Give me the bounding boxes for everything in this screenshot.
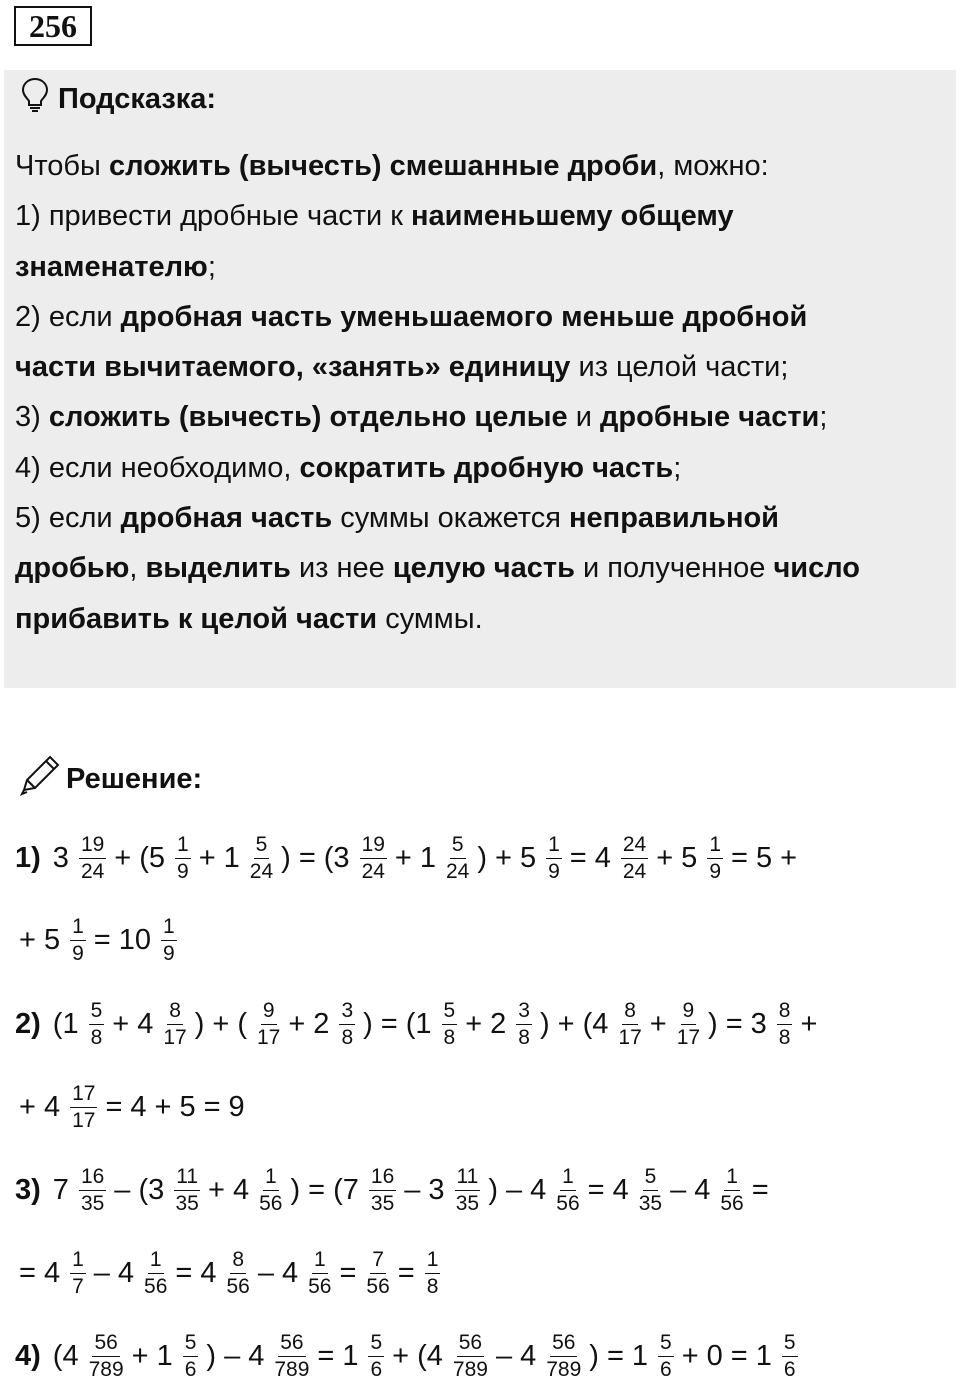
math-token: 5 [755, 841, 773, 874]
numerator: 1 [161, 916, 177, 941]
math-token: 4 [612, 1173, 629, 1206]
fraction [677, 1000, 700, 1049]
math-token: + [465, 1007, 483, 1040]
fraction [720, 1166, 743, 1215]
numerator: 16 [369, 1166, 396, 1191]
hint-text [15, 141, 945, 644]
fraction [79, 1166, 106, 1215]
fraction [175, 834, 191, 883]
pencil-icon [18, 754, 62, 804]
numerator: 56 [457, 1332, 484, 1357]
math-token: 4 [248, 1339, 265, 1372]
numerator: 7 [370, 1249, 386, 1274]
denominator: 6 [370, 1357, 383, 1381]
denominator: 24 [361, 859, 385, 883]
math-token: + [198, 841, 216, 874]
numerator: 5 [782, 1332, 798, 1357]
solution-line [15, 984, 821, 1064]
hint-text-segment: ; [819, 401, 828, 434]
hint-text-segment: ; [207, 250, 216, 283]
hint-bold-segment: выделить [145, 552, 291, 585]
denominator: 6 [184, 1357, 197, 1381]
math-token: + [557, 1007, 575, 1040]
math-token: (4 [582, 1007, 609, 1040]
fraction [89, 1332, 124, 1381]
math-token: 7 [52, 1173, 69, 1206]
fraction [70, 1083, 97, 1132]
math-token: – [506, 1173, 523, 1206]
denominator: 17 [257, 1025, 281, 1049]
numerator: 24 [621, 834, 648, 859]
hint-line [15, 493, 945, 543]
math-token: 4 [200, 1256, 217, 1289]
hint-line [15, 342, 945, 392]
denominator: 789 [88, 1357, 124, 1381]
math-token: = [587, 1173, 605, 1206]
hint-text-segment: 2) если [15, 300, 121, 333]
denominator: 789 [452, 1357, 488, 1381]
numerator: 1 [148, 1249, 164, 1274]
fraction [70, 916, 86, 965]
fraction [163, 1000, 186, 1049]
math-token: ) [477, 841, 488, 874]
math-token: 5 [519, 841, 537, 874]
math-token: 3 [750, 1007, 767, 1040]
denominator: 9 [548, 859, 560, 883]
math-token: = [397, 1256, 415, 1289]
math-token: 0 [706, 1339, 723, 1372]
numerator: 11 [455, 1166, 481, 1191]
math-token: = [175, 1256, 193, 1289]
math-token: = [725, 1007, 743, 1040]
math-token: = [203, 1090, 221, 1123]
math-token: ) [194, 1007, 205, 1040]
fraction [546, 1332, 581, 1381]
solution-line [15, 1067, 249, 1147]
math-token: (1 [52, 1007, 79, 1040]
math-token: 2 [490, 1007, 507, 1040]
numerator: 16 [79, 1166, 106, 1191]
step-label: 1) [15, 841, 41, 874]
math-token: 4 [520, 1339, 537, 1372]
fraction [339, 1000, 355, 1049]
denominator: 56 [226, 1274, 250, 1298]
hint-text-segment: Чтобы [15, 150, 109, 182]
math-token: ) [589, 1339, 599, 1372]
denominator: 17 [72, 1108, 96, 1132]
math-token: – [404, 1173, 421, 1206]
math-token: 10 [118, 923, 151, 956]
hint-line [15, 191, 945, 241]
fraction [782, 1332, 798, 1381]
math-token: 4 [594, 841, 611, 874]
math-token: 5 [43, 923, 61, 956]
math-token: + [495, 841, 512, 874]
fraction [455, 1166, 481, 1215]
hint-text-segment: суммы окажется [332, 502, 570, 535]
fraction [79, 834, 106, 883]
problem-number: 256 [14, 6, 92, 46]
math-token: + [112, 1007, 130, 1040]
math-token: = [308, 1173, 326, 1206]
fraction [144, 1249, 167, 1298]
math-token: (4 [52, 1339, 79, 1372]
hint-text-segment: и [567, 401, 601, 434]
denominator: 8 [90, 1025, 103, 1049]
fraction [546, 834, 562, 883]
math-token: ) [539, 1007, 550, 1040]
fraction [368, 1332, 384, 1381]
math-token: – [670, 1173, 687, 1206]
numerator: 1 [70, 1249, 86, 1274]
hint-text-segment: , [129, 552, 146, 585]
denominator: 6 [783, 1357, 796, 1381]
fraction [442, 1000, 458, 1049]
lightbulb-icon [20, 77, 50, 121]
fraction [250, 834, 273, 883]
math-token: = [93, 923, 111, 956]
solution-line [15, 900, 181, 980]
denominator: 24 [80, 859, 105, 883]
math-token: 4 [43, 1090, 61, 1123]
fraction [658, 1332, 674, 1381]
numerator: 56 [278, 1332, 305, 1357]
math-token: 1 [419, 841, 436, 874]
hint-text-segment: из целой части; [570, 351, 789, 384]
math-token: 4 [232, 1173, 250, 1206]
numerator: 5 [183, 1332, 199, 1357]
math-token: = [730, 1339, 748, 1372]
math-token: + [114, 841, 132, 874]
step-label: 4) [15, 1339, 41, 1372]
math-token: – [257, 1256, 274, 1289]
fraction [259, 1166, 282, 1215]
numerator: 5 [254, 834, 270, 859]
denominator: 17 [618, 1025, 642, 1049]
math-token: – [495, 1339, 513, 1372]
numerator: 1 [312, 1249, 328, 1274]
fraction [70, 1249, 86, 1298]
math-token: 1 [156, 1339, 173, 1372]
fraction [161, 916, 177, 965]
hint-bold-segment: сложить (вычесть) отдельно целые [48, 401, 568, 434]
math-token: + [19, 923, 36, 956]
hint-text-segment: из нее [290, 552, 393, 585]
math-token: = [339, 1256, 357, 1289]
denominator: 9 [709, 859, 721, 883]
math-token: + [208, 1173, 225, 1206]
numerator: 5 [450, 834, 466, 859]
fraction [453, 1332, 488, 1381]
math-token: = [731, 841, 748, 874]
numerator: 19 [360, 834, 387, 859]
hint-box [4, 70, 956, 688]
denominator: 24 [622, 859, 647, 883]
math-token: + [131, 1339, 149, 1372]
math-token: + [800, 1007, 818, 1040]
hint-text-segment: и полученное [574, 552, 774, 585]
denominator: 9 [162, 941, 175, 965]
hint-bold-segment: сложить (вычесть) смешанные дроби [108, 150, 658, 182]
math-token: + [392, 1339, 410, 1372]
hint-line [15, 292, 945, 342]
hint-line [15, 443, 945, 493]
math-token: 4 [43, 1256, 61, 1289]
hint-bold-segment: дробные части [600, 401, 820, 434]
numerator: 8 [167, 1000, 183, 1025]
numerator: 1 [546, 834, 562, 859]
fraction [369, 1166, 396, 1215]
numerator: 8 [230, 1249, 246, 1274]
fraction [425, 1249, 441, 1298]
hint-text-segment: суммы. [377, 602, 483, 635]
math-token: ) [290, 1173, 301, 1206]
numerator: 3 [339, 1000, 355, 1025]
numerator: 5 [368, 1332, 384, 1357]
fraction [621, 834, 648, 883]
numerator: 1 [263, 1166, 279, 1191]
math-token: + [656, 841, 674, 874]
hint-bold-segment: неправильной [569, 502, 779, 535]
hint-text-segment: 1) привести дробные части к [15, 200, 411, 233]
denominator: 6 [660, 1357, 672, 1381]
fraction [226, 1249, 249, 1298]
hint-bold-segment: дробная часть уменьшаемого меньше дробной [120, 300, 808, 333]
denominator: 35 [370, 1191, 395, 1215]
denominator: 35 [175, 1191, 199, 1215]
math-token: = [105, 1090, 123, 1123]
math-token: + [288, 1007, 306, 1040]
hint-bold-segment: сократить дробную часть [299, 451, 674, 484]
numerator: 5 [89, 1000, 105, 1025]
denominator: 35 [80, 1191, 105, 1215]
hint-text-segment: , можно: [657, 150, 769, 182]
fraction [516, 1000, 532, 1049]
math-token: + [394, 841, 412, 874]
denominator: 24 [446, 859, 470, 883]
math-token: ) [206, 1339, 217, 1372]
denominator: 8 [443, 1025, 456, 1049]
hint-text-segment: 4) если необходимо, [15, 451, 300, 484]
math-token: 2 [313, 1007, 330, 1040]
math-token: + [649, 1007, 667, 1040]
math-token: (1 [405, 1007, 432, 1040]
math-token: = [298, 841, 316, 874]
fraction [446, 834, 469, 883]
solution-line [15, 1150, 773, 1230]
hint-bold-segment: части вычитаемого, «занять» единицу [15, 351, 571, 384]
hint-bold-segment: дробью [15, 552, 130, 585]
denominator: 17 [163, 1025, 187, 1049]
hint-header [20, 82, 216, 116]
math-token: 1 [223, 841, 240, 874]
denominator: 56 [556, 1191, 580, 1215]
fraction [174, 1166, 200, 1215]
math-token: 4 [530, 1173, 547, 1206]
denominator: 56 [144, 1274, 168, 1298]
hint-bold-segment: наименьшему общему [410, 200, 734, 233]
math-token: 5 [179, 1090, 196, 1123]
hint-line [15, 392, 945, 442]
denominator: 35 [638, 1191, 663, 1215]
fraction [274, 1332, 309, 1381]
hint-bold-segment: дробная часть [120, 502, 333, 535]
math-token: ( [237, 1007, 247, 1040]
hint-text-segment: 5) если [15, 502, 121, 535]
math-token: 4 [137, 1007, 154, 1040]
math-token: (3 [138, 1173, 165, 1206]
hint-line [15, 594, 945, 644]
numerator: 8 [777, 1000, 793, 1025]
numerator: 1 [724, 1166, 740, 1191]
math-token: = [751, 1173, 769, 1206]
numerator: 19 [79, 834, 106, 859]
step-label: 2) [15, 1007, 41, 1040]
denominator: 789 [546, 1357, 582, 1381]
hint-line [15, 141, 945, 191]
denominator: 7 [72, 1274, 84, 1298]
hint-line [15, 242, 945, 292]
math-token: (4 [417, 1339, 443, 1372]
numerator: 17 [70, 1083, 97, 1108]
math-token: (3 [323, 841, 350, 874]
numerator: 9 [261, 1000, 277, 1025]
numerator: 1 [560, 1166, 576, 1191]
numerator: 9 [681, 1000, 697, 1025]
fraction [360, 834, 387, 883]
math-token: 1 [631, 1339, 649, 1372]
denominator: 8 [341, 1025, 354, 1049]
numerator: 5 [442, 1000, 458, 1025]
fraction [618, 1000, 641, 1049]
hint-bold-segment: знаменателю [15, 250, 208, 283]
math-token: = [380, 1007, 398, 1040]
math-token: 1 [342, 1339, 359, 1372]
numerator: 5 [658, 1332, 674, 1357]
step-label: 3) [15, 1173, 41, 1206]
numerator: 5 [643, 1166, 659, 1191]
hint-bold-segment: число [773, 552, 860, 585]
fraction [777, 1000, 793, 1049]
numerator: 56 [92, 1332, 119, 1357]
math-token: 4 [130, 1090, 147, 1123]
math-token: + [212, 1007, 230, 1040]
fraction [707, 834, 723, 883]
numerator: 56 [550, 1332, 577, 1357]
math-token: 1 [755, 1339, 772, 1372]
fraction [639, 1166, 662, 1215]
numerator: 1 [70, 916, 86, 941]
solution-line [15, 1316, 802, 1396]
numerator: 8 [622, 1000, 638, 1025]
denominator: 56 [720, 1191, 744, 1215]
hint-line [15, 543, 945, 593]
denominator: 789 [274, 1357, 310, 1381]
math-token: (7 [333, 1173, 359, 1206]
denominator: 56 [308, 1274, 332, 1298]
math-token: ) [488, 1173, 499, 1206]
math-token: 3 [52, 841, 69, 874]
math-token: ) [281, 841, 291, 874]
denominator: 9 [177, 859, 189, 883]
hint-text-segment: ; [673, 451, 682, 484]
numerator: 3 [516, 1000, 532, 1025]
fraction [183, 1332, 199, 1381]
hint-bold-segment: прибавить к целой части [15, 602, 378, 635]
math-token: – [93, 1256, 110, 1289]
math-token: + [154, 1090, 172, 1123]
fraction [366, 1249, 389, 1298]
numerator: 1 [425, 1249, 441, 1274]
hint-title: Подсказка: [58, 82, 217, 115]
math-token: ) [363, 1007, 373, 1040]
math-token: – [224, 1339, 241, 1372]
denominator: 17 [676, 1025, 701, 1049]
math-token: = [606, 1339, 624, 1372]
math-token: 4 [117, 1256, 135, 1289]
denominator: 9 [72, 941, 84, 965]
denominator: 8 [518, 1025, 530, 1049]
fraction [257, 1000, 280, 1049]
solution-title: Решение: [66, 762, 203, 795]
math-token: – [114, 1173, 131, 1206]
math-token: 9 [228, 1090, 245, 1123]
denominator: 56 [366, 1274, 390, 1298]
math-token: 5 [681, 841, 698, 874]
math-token: 4 [281, 1256, 299, 1289]
hint-text-segment: 3) [15, 401, 49, 434]
fraction [556, 1166, 579, 1215]
denominator: 56 [259, 1191, 283, 1215]
denominator: 35 [455, 1191, 480, 1215]
math-token: ) [708, 1007, 718, 1040]
solution-line [15, 818, 801, 898]
denominator: 24 [249, 859, 274, 883]
math-token: + [681, 1339, 699, 1372]
numerator: 1 [175, 834, 191, 859]
numerator: 11 [174, 1166, 200, 1191]
solution-line [15, 1233, 444, 1313]
denominator: 8 [778, 1025, 791, 1049]
hint-bold-segment: целую часть [392, 552, 575, 585]
math-token: (5 [139, 841, 166, 874]
math-token: 3 [428, 1173, 445, 1206]
denominator: 8 [426, 1274, 439, 1298]
fraction [89, 1000, 105, 1049]
fraction [308, 1249, 331, 1298]
math-token: + [19, 1090, 36, 1123]
math-token: = [569, 841, 587, 874]
math-token: = [317, 1339, 335, 1372]
numerator: 1 [707, 834, 723, 859]
math-token: = [19, 1256, 36, 1289]
math-token: 4 [694, 1173, 711, 1206]
math-token: + [780, 841, 798, 874]
solution-header [18, 758, 202, 800]
